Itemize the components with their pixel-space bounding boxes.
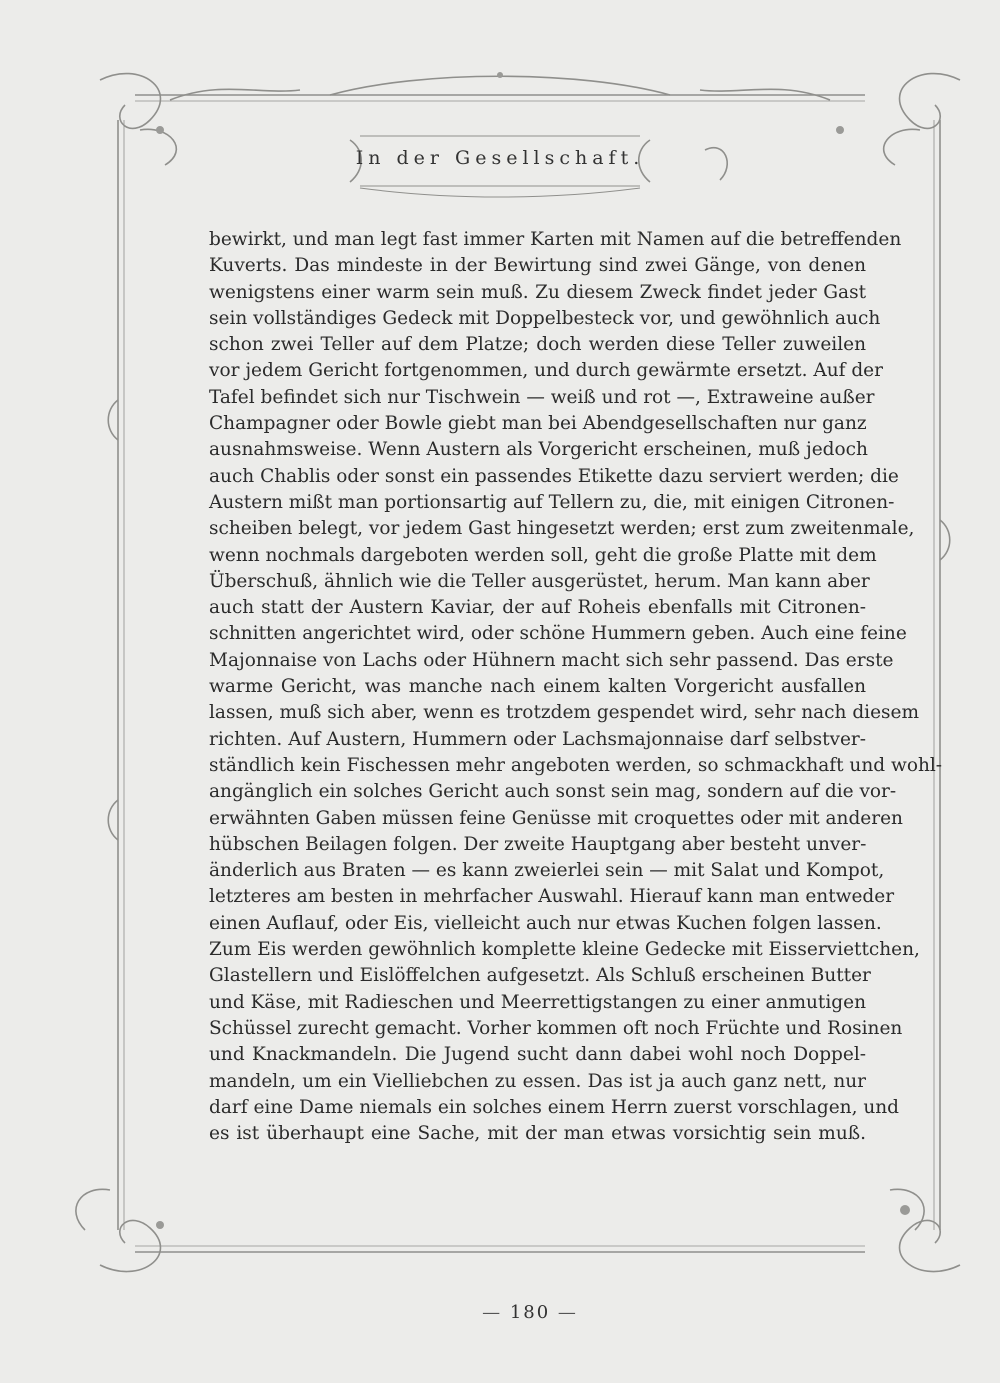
text-line: wenn nochmals dargeboten werden soll, geht die große Platte mit dem [209, 544, 877, 566]
folio-dash-right: — [557, 1302, 578, 1323]
text-line: es ist überhaupt eine Sache, mit der man etwas vorsichtig sein muß. [209, 1123, 866, 1145]
text-line: und Knackmandeln. Die Jugend sucht dann dabei wohl noch Doppel- [209, 1044, 866, 1066]
text-line: Champagner oder Bowle giebt man bei Abendgesellschaften nur ganz [209, 413, 867, 435]
text-line: richten. Auf Austern, Hummern oder Lachsmajonnaise darf selbstver- [209, 728, 866, 750]
text-line: Kuverts. Das mindeste in der Bewirtung sind zwei Gänge, von denen [209, 255, 866, 277]
text-line: mandeln, um ein Vielliebchen zu essen. Das ist ja auch ganz nett, nur [209, 1070, 866, 1092]
text-line: Überschuß, ähnlich wie die Teller ausgerüstet, herum. Man kann aber [209, 570, 870, 592]
text-line: lassen, muß sich aber, wenn es trotzdem gespendet wird, sehr nach diesem [209, 702, 920, 724]
text-line: auch Chablis oder sonst ein passendes Etikette dazu serviert werden; die [209, 465, 899, 487]
text-line: auch statt der Austern Kaviar, der auf Roheis ebenfalls mit Citronen- [209, 597, 866, 619]
text-line: Austern mißt man portionsartig auf Tellern zu, die, mit einigen Citronen- [209, 491, 895, 513]
text-line: letzteres am besten in mehrfacher Auswahl. Hierauf kann man entweder [209, 886, 895, 908]
text-line: angänglich ein solches Gericht auch sonst sein mag, sondern auf die vor- [209, 781, 897, 803]
text-line: Schüssel zurecht gemacht. Vorher kommen oft noch Früchte und Rosinen [209, 1017, 903, 1039]
text-line: ausnahmsweise. Wenn Austern als Vorgericht erscheinen, muß jedoch [209, 439, 868, 461]
text-line: schnitten angerichtet wird, oder schöne Hummern geben. Auch eine feine [209, 623, 907, 645]
page-number: 180 [509, 1302, 551, 1323]
running-title: In der Gesellschaft. [355, 147, 645, 169]
text-line: Glastellern und Eislöffelchen aufgesetzt. Als Schluß erscheinen Butter [209, 965, 871, 987]
text-line: sein vollständiges Gedeck mit Doppelbesteck vor, und gewöhnlich auch [209, 307, 881, 329]
text-line: erwähnten Gaben müssen feine Genüsse mit croquettes oder mit anderen [209, 807, 903, 829]
text-line: hübschen Beilagen folgen. Der zweite Hauptgang aber besteht unver- [209, 833, 867, 855]
text-line: vor jedem Gericht fortgenommen, und durch gewärmte ersetzt. Auf der [209, 360, 883, 382]
text-line: einen Auflauf, oder Eis, vielleicht auch nur etwas Kuchen folgen lassen. [209, 912, 882, 934]
text-line: darf eine Dame niemals ein solches einem Herrn zuerst vorschlagen, und [209, 1096, 900, 1118]
body-text [209, 227, 943, 1147]
text-line: warme Gericht, was manche nach einem kalten Vorgericht ausfallen [209, 676, 866, 698]
text-line: wenigstens einer warm sein muß. Zu diesem Zweck findet jeder Gast [209, 281, 866, 303]
text-line: änderlich aus Braten — es kann zweierlei sein — mit Salat und Kompot, [209, 860, 885, 882]
text-line: Tafel befindet sich nur Tischwein — weiß und rot —, Extraweine außer [209, 386, 875, 408]
text-line: ständlich kein Fischessen mehr angeboten werden, so schmackhaft und wohl- [209, 754, 943, 776]
text-line: Majonnaise von Lachs oder Hühnern macht sich sehr passend. Das erste [209, 649, 894, 671]
text-line: scheiben belegt, vor jedem Gast hingesetzt werden; erst zum zweitenmale, [209, 518, 915, 540]
text-line: schon zwei Teller auf dem Platze; doch werden diese Teller zuweilen [209, 334, 866, 356]
text-line: bewirkt, und man legt fast immer Karten mit Namen auf die betreffenden [209, 229, 902, 250]
folio-dash-left: — [482, 1302, 503, 1323]
text-line: Zum Eis werden gewöhnlich komplette kleine Gedecke mit Eisserviettchen, [209, 939, 920, 961]
page-number-footer [470, 1302, 590, 1323]
text-line: und Käse, mit Radieschen und Meerrettigstangen zu einer anmutigen [209, 991, 866, 1013]
